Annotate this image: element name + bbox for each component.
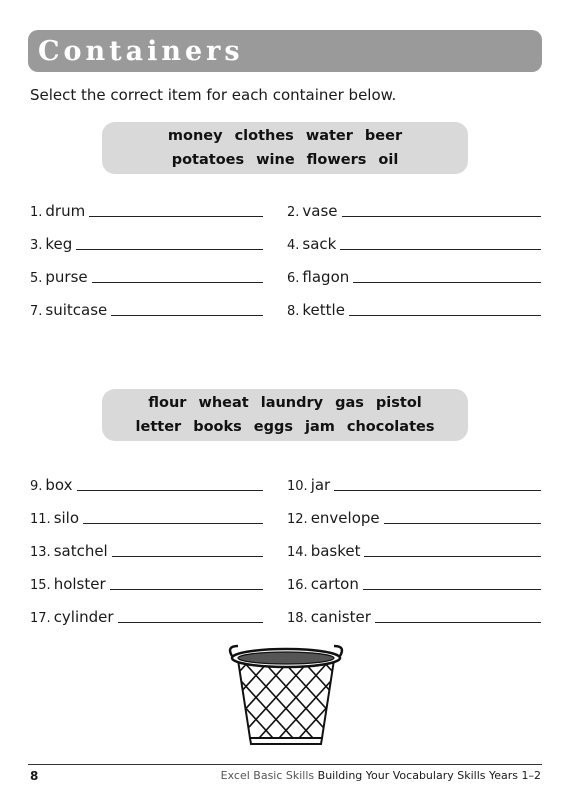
question-word: canister (310, 608, 371, 626)
question-13 (30, 540, 263, 560)
question-9 (30, 474, 263, 494)
question-word: carton (310, 575, 359, 593)
question-3 (30, 233, 263, 253)
word-bank-2 (102, 389, 468, 441)
word-bank-word: letter (135, 419, 182, 435)
instruction-text: Select the correct item for each container below. (30, 86, 397, 104)
word-bank-word: water (305, 128, 353, 144)
question-number: 12. (287, 512, 308, 527)
answer-line[interactable] (375, 622, 541, 623)
answer-line[interactable] (363, 589, 541, 590)
word-bank-word: eggs (253, 419, 293, 435)
question-number: 17. (30, 611, 51, 626)
word-bank-1 (102, 122, 468, 174)
word-bank-word: oil (378, 152, 399, 168)
question-word: envelope (310, 509, 380, 527)
word-bank-word: beer (364, 128, 403, 144)
question-14 (287, 540, 541, 560)
book-title: Building Your Vocabulary Skills Years 1–2 (317, 769, 541, 782)
question-number: 6. (287, 271, 300, 286)
answer-line[interactable] (349, 315, 541, 316)
question-word: silo (53, 509, 80, 527)
question-8 (287, 299, 541, 319)
word-bank-word: potatoes (171, 152, 245, 168)
answer-line[interactable] (342, 216, 541, 217)
answer-line[interactable] (364, 556, 541, 557)
word-bank-word: money (167, 128, 223, 144)
question-word: jar (310, 476, 331, 494)
question-number: 7. (30, 304, 43, 319)
question-number: 8. (287, 304, 300, 319)
question-2 (287, 200, 541, 220)
question-11 (30, 507, 263, 527)
word-bank-word: books (193, 419, 242, 435)
question-number: 2. (287, 205, 300, 220)
word-bank-word: gas (335, 395, 364, 411)
question-word: satchel (53, 542, 108, 560)
answer-line[interactable] (353, 282, 541, 283)
word-bank-line (136, 415, 435, 439)
answer-line[interactable] (76, 249, 263, 250)
question-number: 15. (30, 578, 51, 593)
answer-line[interactable] (89, 216, 263, 217)
question-number: 5. (30, 271, 43, 286)
question-number: 13. (30, 545, 51, 560)
question-6 (287, 266, 541, 286)
page-title: Containers (38, 35, 244, 67)
question-number: 4. (287, 238, 300, 253)
question-word: kettle (302, 301, 345, 319)
word-bank-word: jam (305, 419, 335, 435)
series-name: Excel Basic Skills (220, 769, 315, 782)
question-7 (30, 299, 263, 319)
question-word: box (45, 476, 73, 494)
word-bank-line (168, 124, 402, 148)
question-10 (287, 474, 541, 494)
answer-line[interactable] (384, 523, 541, 524)
word-bank-word: laundry (260, 395, 324, 411)
question-word: keg (45, 235, 73, 253)
question-word: vase (302, 202, 338, 220)
question-word: sack (302, 235, 337, 253)
footer-divider (28, 764, 542, 765)
word-bank-word: wine (256, 152, 295, 168)
question-12 (287, 507, 541, 527)
question-number: 1. (30, 205, 43, 220)
footer-credit (221, 769, 541, 782)
word-bank-line (172, 148, 399, 172)
word-bank-word: clothes (234, 128, 294, 144)
question-word: flagon (302, 268, 350, 286)
answer-line[interactable] (111, 315, 263, 316)
word-bank-line (148, 391, 422, 415)
question-number: 16. (287, 578, 308, 593)
answer-line[interactable] (110, 589, 263, 590)
answer-line[interactable] (334, 490, 541, 491)
question-number: 11. (30, 512, 51, 527)
question-word: holster (53, 575, 106, 593)
answer-line[interactable] (112, 556, 263, 557)
answer-line[interactable] (118, 622, 263, 623)
question-4 (287, 233, 541, 253)
question-number: 3. (30, 238, 43, 253)
title-banner (28, 30, 542, 72)
question-15 (30, 573, 263, 593)
question-number: 14. (287, 545, 308, 560)
page-number: 8 (30, 769, 39, 783)
question-number: 9. (30, 479, 43, 494)
question-1 (30, 200, 263, 220)
question-17 (30, 606, 263, 626)
question-18 (287, 606, 541, 626)
answer-line[interactable] (340, 249, 541, 250)
question-word: suitcase (45, 301, 108, 319)
answer-line[interactable] (83, 523, 263, 524)
answer-line[interactable] (77, 490, 263, 491)
laundry-basket-icon (222, 638, 350, 748)
question-word: basket (310, 542, 361, 560)
question-word: cylinder (53, 608, 114, 626)
word-bank-word: pistol (375, 395, 422, 411)
word-bank-word: flour (148, 395, 187, 411)
word-bank-word: chocolates (346, 419, 435, 435)
question-number: 18. (287, 611, 308, 626)
answer-line[interactable] (92, 282, 263, 283)
word-bank-word: flowers (306, 152, 367, 168)
question-word: drum (45, 202, 86, 220)
word-bank-word: wheat (198, 395, 249, 411)
question-16 (287, 573, 541, 593)
question-number: 10. (287, 479, 308, 494)
question-word: purse (45, 268, 88, 286)
question-5 (30, 266, 263, 286)
